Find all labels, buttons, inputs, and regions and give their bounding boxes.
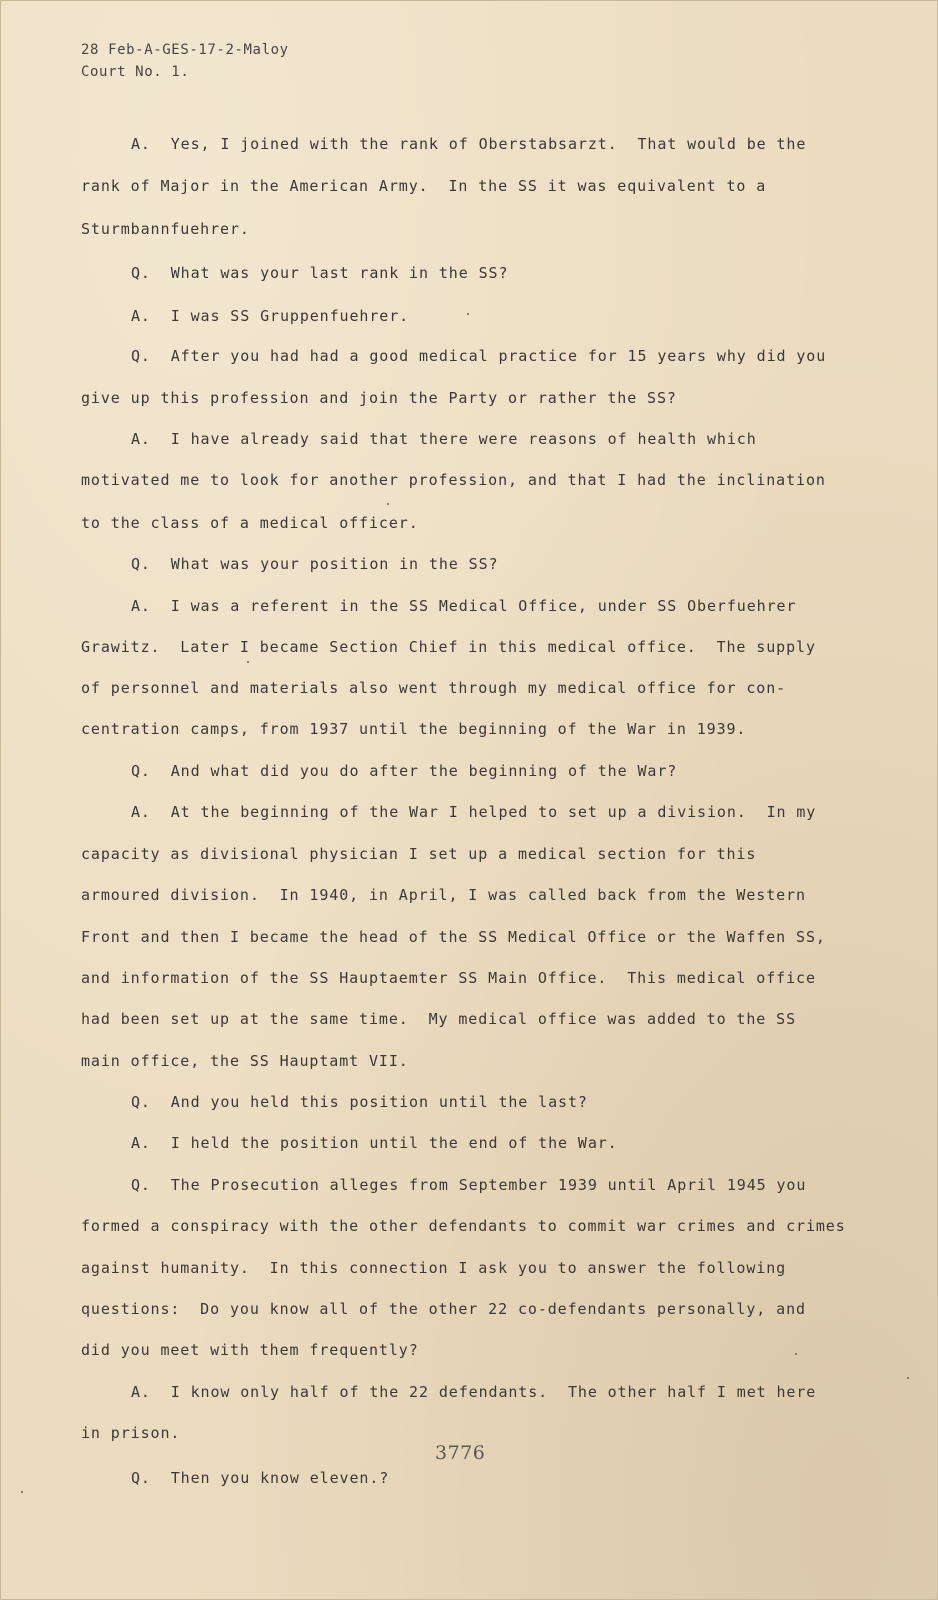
transcript-line: Front and then I became the head of the SS Medical Office or the Waffen SS, xyxy=(81,928,826,946)
transcript-line: and information of the SS Hauptaemter SS Main Office. This medical office xyxy=(81,969,816,987)
transcript-line: Q. What was your position in the SS? xyxy=(131,555,499,573)
transcript-line: Q. And what did you do after the beginning of the War? xyxy=(131,762,678,780)
transcript-line: Q. The Prosecution alleges from September 1939 until April 1945 you xyxy=(131,1176,807,1194)
transcript-line: Q. After you had had a good medical practice for 15 years why did you xyxy=(131,347,827,365)
transcript-line: main office, the SS Hauptamt VII. xyxy=(81,1052,409,1070)
transcript-line: give up this profession and join the Party or rather the SS? xyxy=(81,389,677,407)
transcript-line: rank of Major in the American Army. In the SS it was equivalent to a xyxy=(81,177,767,195)
transcript-line: of personnel and materials also went through my medical office for con- xyxy=(81,679,787,697)
transcript-line: Grawitz. Later I became Section Chief in this medical office. The supply xyxy=(81,638,816,656)
transcript-line: motivated me to look for another profession, and that I had the inclination xyxy=(81,471,826,489)
transcript-line: A. I was a referent in the SS Medical Office, under SS Oberfuehrer xyxy=(131,597,797,615)
paper-speck xyxy=(467,313,469,315)
transcript-line: A. Yes, I joined with the rank of Oberstabsarzt. That would be the xyxy=(131,135,807,153)
paper-speck xyxy=(247,661,249,663)
transcript-line: Sturmbannfuehrer. xyxy=(81,220,250,238)
paper-speck xyxy=(907,1377,909,1379)
page-number: 3776 xyxy=(435,1442,486,1464)
paper-speck xyxy=(795,1353,797,1355)
paper-speck xyxy=(387,503,389,505)
transcript-line: did you meet with them frequently? xyxy=(81,1341,419,1359)
transcript-line: A. I held the position until the end of the War. xyxy=(131,1134,618,1152)
transcript-line: Q. Then you know eleven.? xyxy=(131,1469,390,1487)
transcript-line: A. I know only half of the 22 defendants. The other half I met here xyxy=(131,1383,817,1401)
transcript-line: capacity as divisional physician I set up a medical section for this xyxy=(81,845,757,863)
transcript-line: A. At the beginning of the War I helped to set up a division. In my xyxy=(131,803,817,821)
transcript-line: against humanity. In this connection I ask you to answer the following xyxy=(81,1259,787,1277)
transcript-line: armoured division. In 1940, in April, I was called back from the Western xyxy=(81,886,806,904)
header-court: Court No. 1. xyxy=(81,64,190,80)
transcript-line: Q. And you held this position until the last? xyxy=(131,1093,588,1111)
transcript-line: questions: Do you know all of the other 22 co-defendants personally, and xyxy=(81,1300,806,1318)
transcript-line: in prison. xyxy=(81,1424,181,1442)
transcript-line: had been set up at the same time. My medical office was added to the SS xyxy=(81,1010,797,1028)
transcript-body xyxy=(1,1,938,1600)
transcript-line: A. I have already said that there were reasons of health which xyxy=(131,430,757,448)
transcript-line: Q. What was your last rank in the SS? xyxy=(131,264,509,282)
transcript-line: to the class of a medical officer. xyxy=(81,514,419,532)
paper-speck xyxy=(21,1491,23,1493)
transcript-line: formed a conspiracy with the other defendants to commit war crimes and crimes xyxy=(81,1217,846,1235)
transcript-line: A. I was SS Gruppenfuehrer. xyxy=(131,307,410,325)
header-reference: 28 Feb-A-GES-17-2-Maloy xyxy=(81,42,289,58)
transcript-line: centration camps, from 1937 until the beginning of the War in 1939. xyxy=(81,720,747,738)
